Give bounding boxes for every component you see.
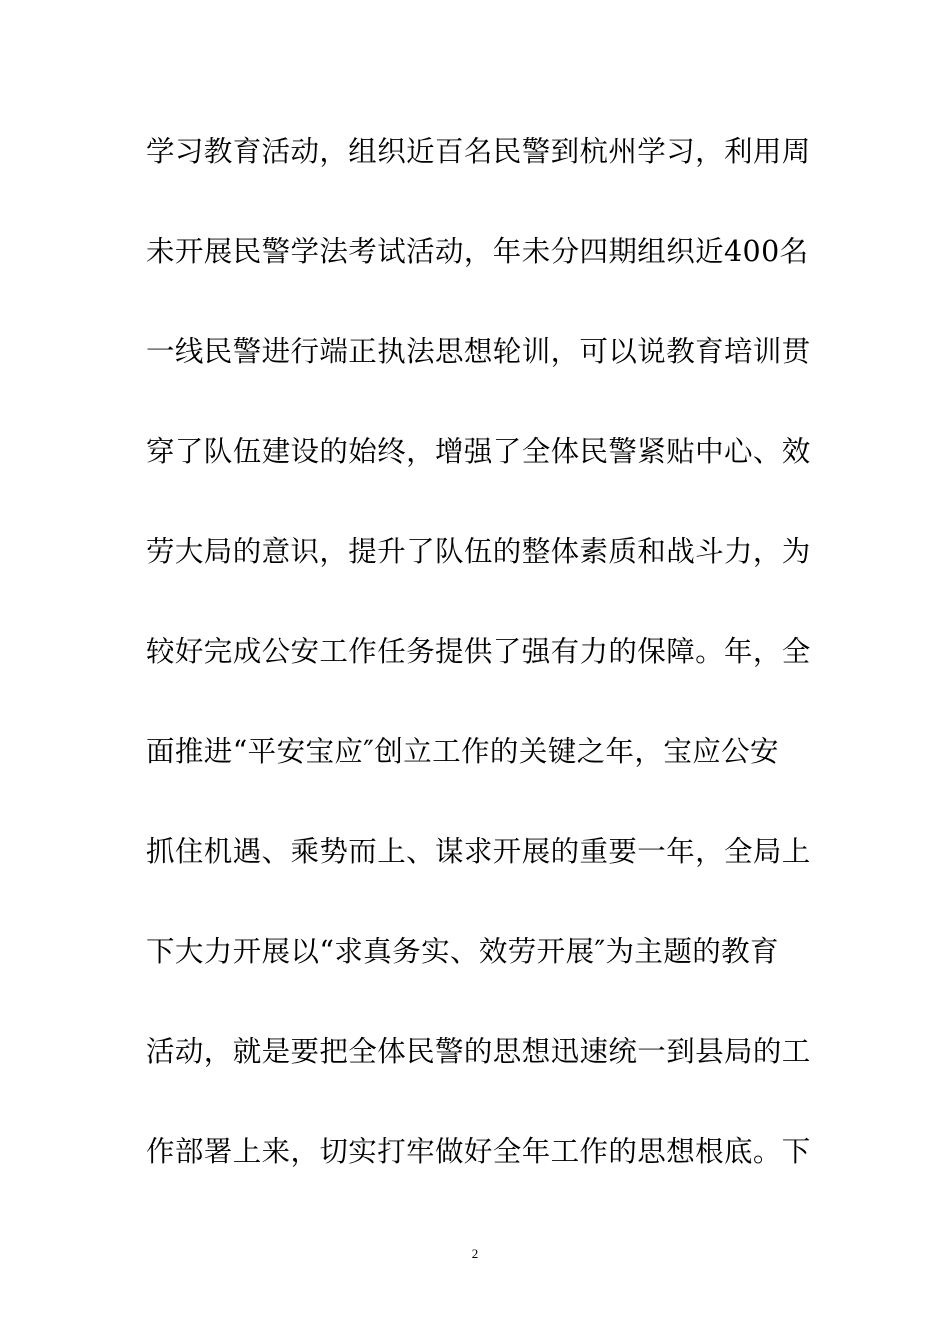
text-line: 一线民警进行端正执法思想轮训，可以说教育培训贯 bbox=[146, 335, 811, 368]
text-line: 活动，就是要把全体民警的思想迅速统一到县局的工 bbox=[146, 1035, 811, 1068]
text-line: 下大力开展以“求真务实、效劳开展″为主题的教育 bbox=[146, 935, 779, 968]
text-line: 较好完成公安工作任务提供了强有力的保障。年，全 bbox=[146, 635, 811, 668]
text-line: 穿了队伍建设的始终，增强了全体民警紧贴中心、效 bbox=[146, 435, 811, 468]
text-line: 作部署上来，切实打牢做好全年工作的思想根底。下 bbox=[146, 1135, 811, 1168]
text-line: 劳大局的意识，提升了队伍的整体素质和战斗力，为 bbox=[146, 535, 811, 568]
text-line: 学习教育活动，组织近百名民警到杭州学习，利用周 bbox=[146, 135, 811, 168]
text-line: 面推进“平安宝应″创立工作的关键之年，宝应公安 bbox=[146, 735, 779, 768]
page-number: 2 bbox=[471, 1246, 479, 1261]
text-line: 抓住机遇、乘势而上、谋求开展的重要一年，全局上 bbox=[146, 835, 811, 868]
body-text bbox=[146, 122, 811, 1222]
text-line: 未开展民警学法考试活动，年未分四期组织近400名 bbox=[146, 235, 809, 268]
